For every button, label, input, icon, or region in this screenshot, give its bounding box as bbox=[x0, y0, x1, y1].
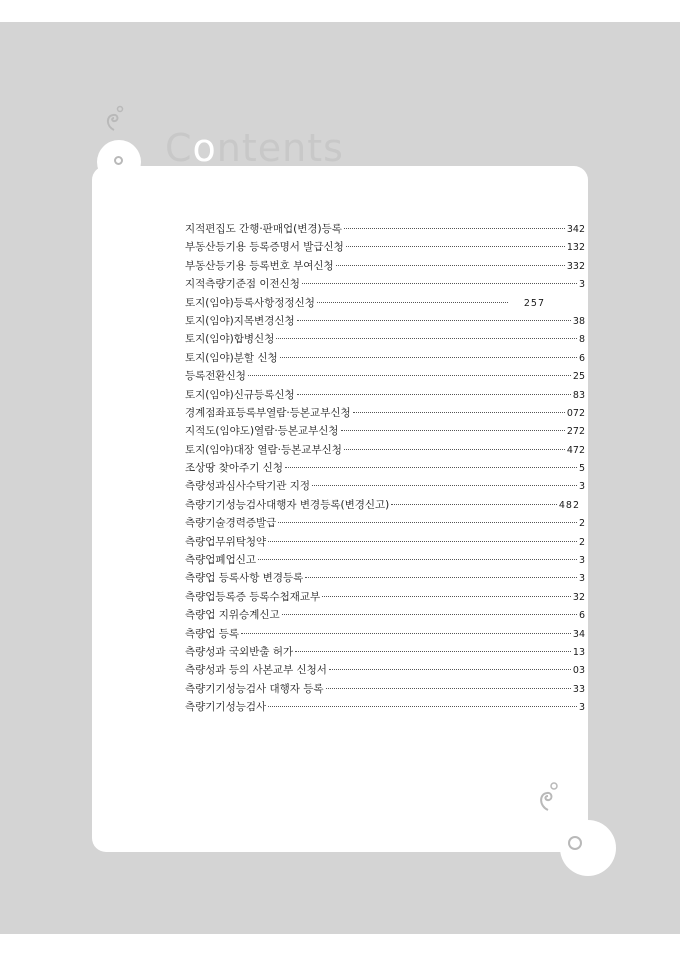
toc-entry-label: 등록전환신청 bbox=[185, 370, 246, 383]
toc-entry-label: 측량업 등록사항 변경등록 bbox=[185, 572, 304, 585]
toc-entry-label: 측량성과 국외반출 허가 bbox=[185, 645, 294, 658]
toc-entry-page: 342 bbox=[566, 224, 585, 235]
toc-entry-page: 472 bbox=[566, 444, 585, 456]
dot-leader bbox=[322, 596, 571, 597]
toc-entry-page: 3 bbox=[578, 573, 585, 585]
dot-leader bbox=[241, 633, 571, 634]
toc-entry[interactable] bbox=[185, 275, 585, 293]
toc-entry-label: 토지(임야)등록사항정정신청 bbox=[185, 296, 315, 309]
toc-entry[interactable] bbox=[185, 238, 585, 256]
dot-leader bbox=[305, 577, 577, 578]
dot-leader bbox=[276, 338, 577, 339]
toc-entry-label: 토지(임야)지목변경신청 bbox=[185, 314, 295, 327]
page-title bbox=[165, 126, 344, 170]
toc-entry-label: 경계점좌표등록부열람·등본교부신청 bbox=[185, 406, 351, 419]
toc-entry-label: 측량성과심사수탁기관 지정 bbox=[185, 480, 311, 493]
dot-leader bbox=[297, 320, 571, 321]
toc-entry-page: 83 bbox=[572, 389, 585, 401]
dot-leader bbox=[268, 541, 577, 542]
toc-entry-page: 2 bbox=[578, 518, 585, 530]
toc-entry[interactable] bbox=[185, 496, 580, 514]
toc-entry[interactable] bbox=[185, 257, 585, 275]
toc-entry[interactable] bbox=[185, 588, 585, 606]
dot-leader bbox=[248, 375, 571, 376]
toc-entry-label: 측량기기성능검사대행자 변경등록(변경신고) bbox=[185, 498, 390, 511]
toc-entry-page: 3 bbox=[578, 279, 585, 291]
decorative-circle bbox=[560, 820, 616, 876]
dot-leader bbox=[280, 357, 577, 358]
decorative-ring bbox=[114, 156, 123, 165]
toc-entry[interactable] bbox=[185, 680, 585, 698]
dot-leader bbox=[329, 669, 571, 670]
toc-entry-label: 측량성과 등의 사본교부 신청서 bbox=[185, 664, 327, 677]
toc-entry-page: 332 bbox=[566, 260, 585, 272]
toc-entry-label: 측량업등록증 등록수첩재교부 bbox=[185, 590, 321, 603]
toc-entry-page: 34 bbox=[572, 628, 585, 640]
toc-entry-page: 25 bbox=[572, 371, 585, 383]
toc-entry[interactable] bbox=[185, 367, 585, 385]
dot-leader bbox=[282, 614, 577, 615]
dot-leader bbox=[268, 706, 577, 707]
dot-leader bbox=[317, 302, 508, 303]
dot-leader bbox=[302, 283, 577, 284]
toc-entry[interactable] bbox=[185, 551, 585, 569]
toc-entry-label: 측량업 등록 bbox=[185, 627, 240, 640]
toc-entry-label: 토지(임야)대장 열람·등본교부신청 bbox=[185, 443, 342, 456]
toc-entry-page: 257 bbox=[523, 297, 545, 309]
toc-entry-label: 토지(임야)분할 신청 bbox=[185, 351, 278, 364]
toc-entry-label: 지적도(임야도)열람·등본교부신청 bbox=[185, 425, 339, 438]
toc-entry[interactable] bbox=[185, 441, 585, 459]
dot-leader bbox=[258, 559, 577, 560]
dot-leader bbox=[353, 412, 565, 413]
toc-entry-label: 조상땅 찾아주기 신청 bbox=[185, 462, 283, 475]
toc-entry[interactable] bbox=[185, 422, 585, 440]
toc-entry[interactable] bbox=[185, 569, 585, 587]
dot-leader bbox=[295, 651, 571, 652]
toc-entry-label: 측량기기성능검사 bbox=[185, 701, 267, 714]
toc-entry-label: 토지(임야)합병신청 bbox=[185, 333, 275, 346]
title-highlight-letter: o bbox=[192, 126, 217, 170]
toc-entry-page: 272 bbox=[566, 426, 585, 438]
toc-entry-page: 38 bbox=[572, 315, 585, 327]
toc-entry[interactable] bbox=[185, 312, 585, 330]
toc-entry-label: 측량기술경력증발급 bbox=[185, 517, 277, 530]
toc-entry-label: 부동산등기용 등록증명서 발급신청 bbox=[185, 241, 344, 254]
swirl-icon bbox=[536, 780, 560, 812]
toc-entry-label: 측량기기성능검사 대행자 등록 bbox=[185, 682, 324, 695]
dot-leader bbox=[326, 688, 571, 689]
toc-entry-page: 5 bbox=[578, 463, 585, 475]
swirl-icon bbox=[104, 104, 126, 132]
toc-entry-label: 부동산등기용 등록번호 부여신청 bbox=[185, 259, 334, 272]
toc-entry-label: 지적편집도 간행·판매업(변경)등록 bbox=[185, 223, 342, 235]
toc-entry-page: 8 bbox=[578, 334, 585, 346]
toc-entry-page: 132 bbox=[566, 242, 585, 254]
toc-entry[interactable] bbox=[185, 625, 585, 643]
toc-entry-page: 3 bbox=[578, 555, 585, 567]
toc-entry-page: 072 bbox=[566, 407, 585, 419]
toc-entry-page: 482 bbox=[558, 499, 580, 511]
toc-entry[interactable] bbox=[185, 404, 585, 422]
dot-leader bbox=[346, 246, 565, 247]
dot-leader bbox=[297, 394, 571, 395]
dot-leader bbox=[312, 485, 577, 486]
dot-leader bbox=[341, 430, 565, 431]
toc-entry-page: 6 bbox=[578, 352, 585, 364]
toc-entry[interactable] bbox=[185, 514, 585, 532]
toc-entry-page: 33 bbox=[572, 683, 585, 695]
toc-entry-label: 측량업 지위승계신고 bbox=[185, 609, 280, 622]
toc-entry[interactable] bbox=[185, 330, 585, 348]
toc-entry-page: 2 bbox=[578, 536, 585, 548]
toc-entry-label: 토지(임야)신규등록신청 bbox=[185, 388, 295, 401]
dot-leader bbox=[336, 265, 565, 266]
toc-entry-page: 3 bbox=[578, 702, 585, 714]
title-first-letter: C bbox=[165, 126, 193, 170]
dot-leader bbox=[278, 522, 577, 523]
dot-leader bbox=[391, 504, 557, 505]
decorative-ring bbox=[568, 836, 582, 850]
toc-entry-label: 측량업무위탁청약 bbox=[185, 535, 267, 548]
dot-leader bbox=[285, 467, 577, 468]
toc-entry[interactable] bbox=[185, 477, 585, 495]
title-rest: ntents bbox=[216, 126, 344, 170]
dot-leader bbox=[344, 449, 565, 450]
toc-entry[interactable] bbox=[185, 459, 585, 477]
toc-entry[interactable] bbox=[185, 533, 585, 551]
toc-entry[interactable] bbox=[185, 606, 585, 624]
toc-entry[interactable] bbox=[185, 386, 585, 404]
dot-leader bbox=[344, 228, 565, 229]
toc-entry[interactable] bbox=[185, 349, 585, 367]
toc-entry[interactable] bbox=[185, 220, 585, 238]
toc-entry-page: 6 bbox=[578, 610, 585, 622]
toc-entry-label: 지적측량기준점 이전신청 bbox=[185, 278, 300, 291]
toc-entry-page: 13 bbox=[572, 646, 585, 658]
toc-entry-page: 03 bbox=[572, 665, 585, 677]
toc-entry[interactable] bbox=[185, 661, 585, 679]
toc-entry-label: 측량업폐업신고 bbox=[185, 554, 257, 567]
toc-entry-page: 32 bbox=[572, 591, 585, 603]
toc-entry[interactable] bbox=[185, 294, 545, 312]
toc-entry[interactable] bbox=[185, 698, 585, 716]
toc-entry[interactable] bbox=[185, 643, 585, 661]
toc-entry-page: 3 bbox=[578, 481, 585, 493]
table-of-contents bbox=[185, 220, 585, 717]
